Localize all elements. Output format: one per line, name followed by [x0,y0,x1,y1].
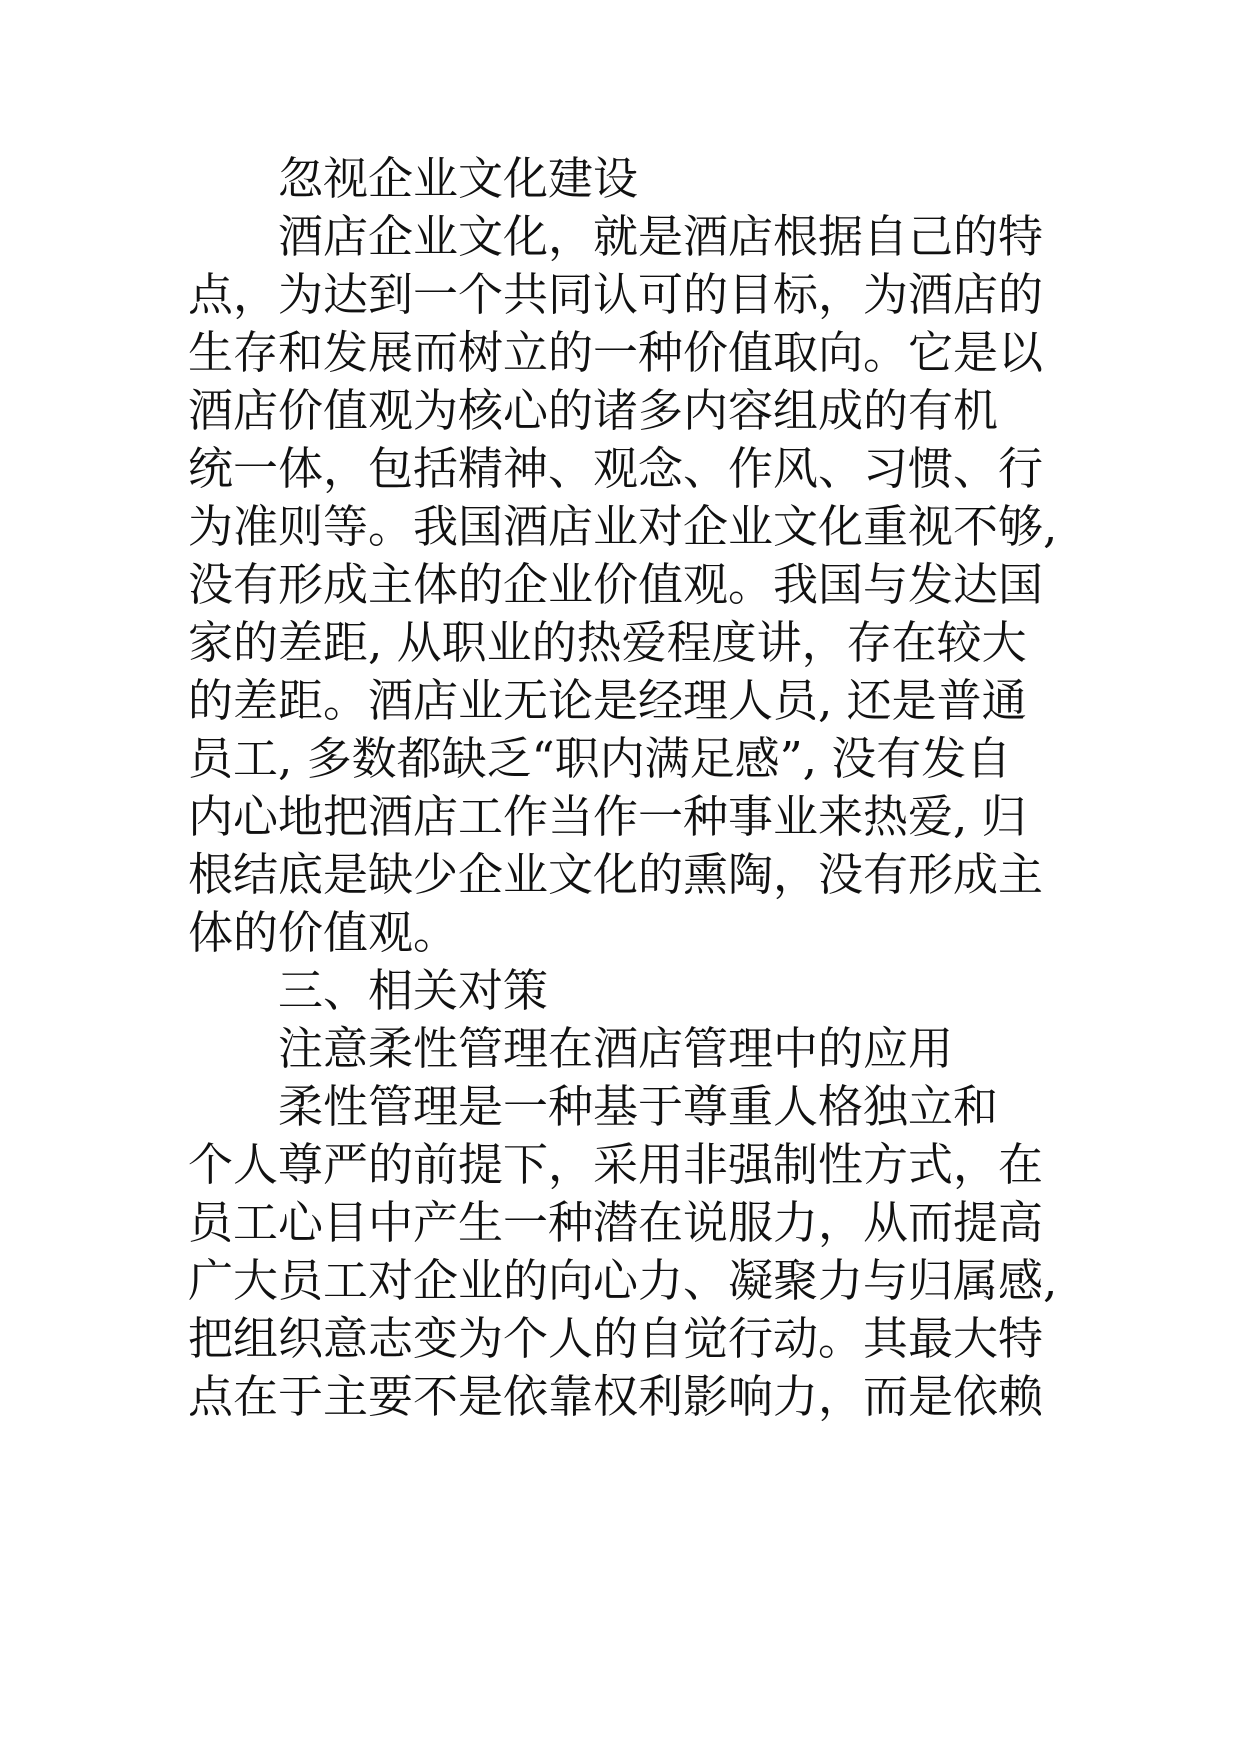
paragraph-line: 体的价值观。 [188,906,459,959]
paragraph-line: 家的差距, 从职业的热爱程度讲，存在较大 [188,616,1027,669]
paragraph-line: 酒店价值观为核心的诸多内容组成的有机 [188,384,999,437]
paragraph-line: 没有形成主体的企业价值观。我国与发达国 [188,558,1044,611]
paragraph-line: 点在于主要不是依靠权利影响力，而是依赖 [188,1370,1044,1423]
paragraph-line: 为准则等。我国酒店业对企业文化重视不够, [188,500,1058,553]
heading-flexible-management: 注意柔性管理在酒店管理中的应用 [278,1022,954,1075]
body-text [188,150,1058,1426]
paragraph-line: 点，为达到一个共同认可的目标，为酒店的 [188,268,1044,321]
paragraph-line: 统一体，包括精神、观念、作风、习惯、行 [188,442,1044,495]
heading-neglect-culture: 忽视企业文化建设 [278,152,639,205]
paragraph-line: 酒店企业文化，就是酒店根据自己的特 [278,210,1044,263]
paragraph-line: 员工, 多数都缺乏“职内满足感”, 没有发自 [188,732,1012,785]
paragraph-line: 生存和发展而树立的一种价值取向。它是以 [188,326,1044,379]
paragraph-line: 根结底是缺少企业文化的熏陶，没有形成主 [188,848,1044,901]
paragraph-line: 柔性管理是一种基于尊重人格独立和 [278,1080,999,1133]
paragraph-line: 内心地把酒店工作当作一种事业来热爱, 归 [188,790,1027,843]
paragraph-line: 个人尊严的前提下，采用非强制性方式，在 [188,1138,1044,1191]
paragraph-line: 广大员工对企业的向心力、凝聚力与归属感, [188,1254,1058,1307]
paragraph-line: 的差距。酒店业无论是经理人员, 还是普通 [188,674,1027,727]
paragraph-line: 员工心目中产生一种潜在说服力，从而提高 [188,1196,1044,1249]
heading-countermeasures: 三、相关对策 [278,964,549,1017]
paragraph-line: 把组织意志变为个人的自觉行动。其最大特 [188,1312,1044,1365]
